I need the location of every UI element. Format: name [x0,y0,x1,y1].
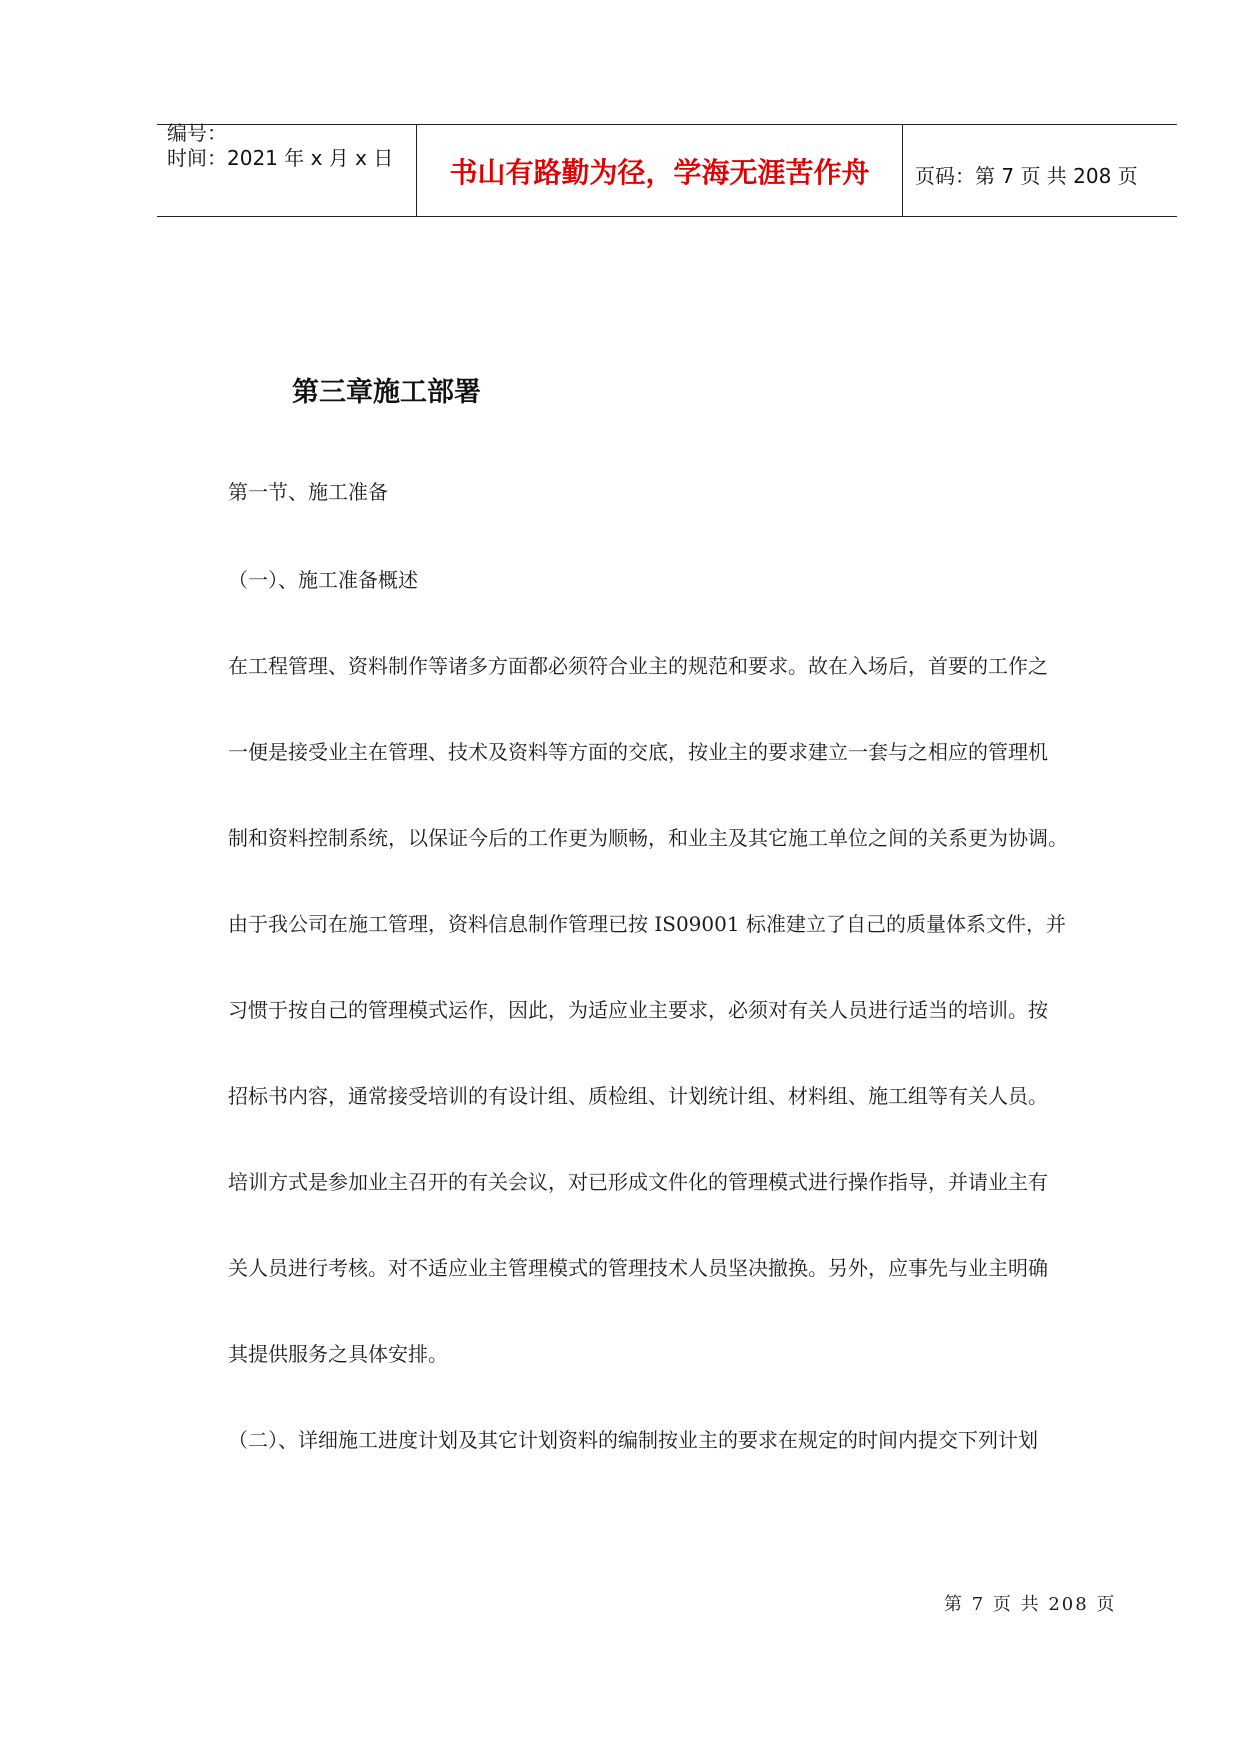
page-footer: 第 7 页 共 208 页 [944,1594,1117,1615]
paragraph-line: 关人员进行考核。对不适应业主管理模式的管理技术人员坚决撤换。另外，应事先与业主明确 [228,1256,1048,1280]
paragraph-line: 其提供服务之具体安排。 [228,1342,448,1366]
paragraph-line: 一便是接受业主在管理、技术及资料等方面的交底，按业主的要求建立一套与之相应的管理机 [228,740,1048,764]
paragraph-line: 招标书内容，通常接受培训的有设计组、质检组、计划统计组、材料组、施工组等有关人员。 [228,1084,1048,1108]
motto-text: 书山有路勤为径，学海无涯苦作舟 [449,156,870,189]
paragraph-line: 习惯于按自己的管理模式运作，因此，为适应业主要求，必须对有关人员进行适当的培训。按 [228,998,1048,1022]
number-label: 编号： [167,121,227,145]
time-label: 时间：2021 年 x 月 x 日 [167,146,394,170]
document-header [157,121,1177,217]
paragraph-line: 在工程管理、资料制作等诸多方面都必须符合业主的规范和要求。故在入场后，首要的工作之 [228,654,1048,678]
paragraph-line: 由于我公司在施工管理，资料信息制作管理已按 IS09001 标准建立了自己的质量体系文件，并 [228,912,1066,936]
header-left-cell [157,121,416,216]
subsection-heading-1: （一）、施工准备概述 [228,568,418,592]
paragraph-line: 制和资料控制系统，以保证今后的工作更为顺畅，和业主及其它施工单位之间的关系更为协调。 [228,826,1068,850]
header-middle-cell [416,125,903,216]
section-heading: 第一节、施工准备 [228,480,388,504]
subsection-heading-2: （二）、详细施工进度计划及其它计划资料的编制按业主的要求在规定的时间内提交下列计划 [228,1428,1038,1452]
paragraph-line: 培训方式是参加业主召开的有关会议，对已形成文件化的管理模式进行操作指导，并请业主有 [228,1170,1048,1194]
header-right-cell [903,125,1177,216]
chapter-title: 第三章施工部署 [292,377,481,408]
page-code: 页码：第 7 页 共 208 页 [915,164,1138,188]
